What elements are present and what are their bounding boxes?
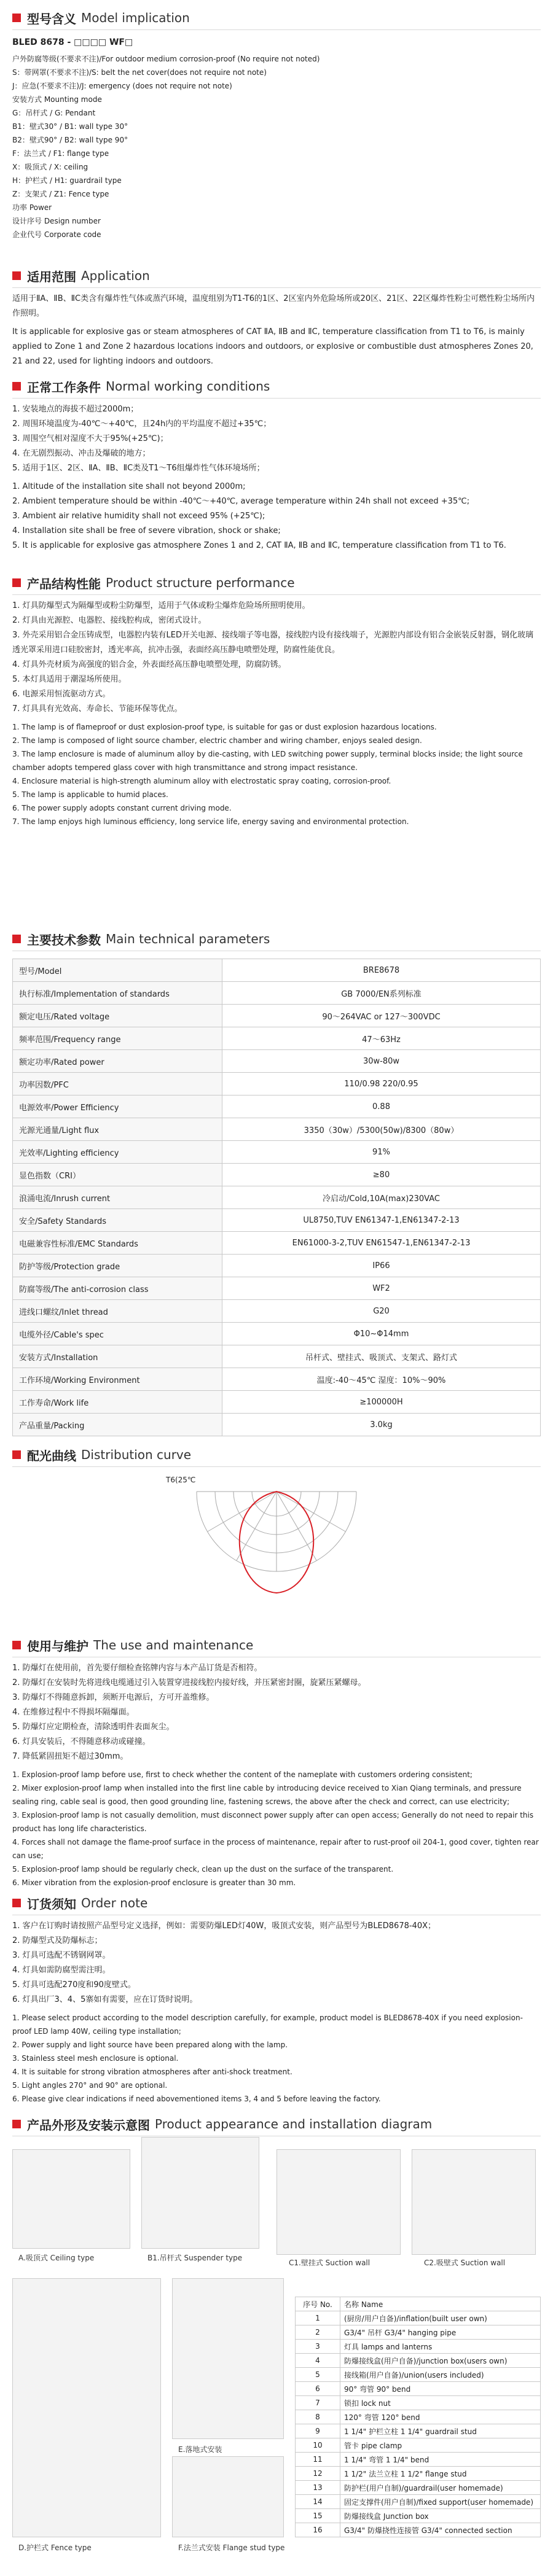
parts-table bbox=[295, 2297, 541, 2537]
part-name-cell: 灯具 lamps and lanterns bbox=[340, 2340, 541, 2354]
wall-type-diagram-2 bbox=[412, 2149, 536, 2255]
part-name-cell: 锁扣 lock nut bbox=[340, 2396, 541, 2410]
param-value-cell: WF2 bbox=[222, 1277, 541, 1300]
appearance-title-cn: 产品外形及安装示意图 bbox=[27, 2117, 150, 2133]
table-row bbox=[296, 2509, 541, 2523]
section-marker-icon bbox=[12, 271, 21, 280]
section-marker-icon bbox=[12, 382, 21, 391]
part-number-cell: 9 bbox=[296, 2424, 340, 2438]
param-name-cell: 电源效率/Power Efficiency bbox=[13, 1095, 222, 1118]
curve-header bbox=[12, 1443, 541, 1467]
part-number-cell: 12 bbox=[296, 2467, 340, 2481]
part-name-cell: 防护栏(用户自制)/guardrail(user homemade) bbox=[340, 2481, 541, 2495]
tech-table bbox=[12, 959, 541, 1436]
use-list-cn bbox=[12, 1661, 541, 1764]
list-item: 1. 安装地点的海拔不超过2000m； bbox=[12, 405, 139, 414]
list-item: 7. The lamp enjoys high luminous efficiency, long service life, energy saving and environmental protection. bbox=[12, 817, 409, 826]
part-name-cell: 管卡 pipe clamp bbox=[340, 2438, 541, 2453]
use-list-en bbox=[12, 1768, 541, 1889]
list-item: 3. 防爆灯不得随意拆卸，须断开电源后，方可开盖维修。 bbox=[12, 1693, 214, 1702]
part-number-cell: 13 bbox=[296, 2481, 340, 2495]
param-name-cell: 工作寿命/Work life bbox=[13, 1391, 222, 1414]
list-item: 1. 灯具防爆型式为隔爆型或粉尘防爆型，适用于气体或粉尘爆炸危险场所照明使用。 bbox=[12, 601, 310, 610]
table-row bbox=[13, 1073, 541, 1095]
param-value-cell: EN61000-3-2,TUV EN61547-1,EN61347-2-13 bbox=[222, 1232, 541, 1255]
list-item: 2. Ambient temperature should be within -40℃～+40℃, average temperature within 24h shall not exceed +35℃; bbox=[12, 497, 470, 506]
table-row bbox=[13, 1323, 541, 1345]
param-value-cell: 温度:-40～45℃ 湿度：10%～90% bbox=[222, 1368, 541, 1391]
polar-diagram bbox=[12, 1467, 541, 1627]
tech-section bbox=[12, 927, 541, 1436]
part-number-cell: 10 bbox=[296, 2438, 340, 2453]
part-number-cell: 3 bbox=[296, 2340, 340, 2354]
list-item: 7. 灯具具有光效高、寿命长、节能环保等优点。 bbox=[12, 704, 182, 714]
list-item: 5. 防爆灯应定期检查，清除透明件表面灰尘。 bbox=[12, 1722, 175, 1732]
list-item: 4. 灯具如需防腐型需注明。 bbox=[12, 1966, 111, 1975]
parts-header-cell: 序号 No. bbox=[296, 2297, 340, 2311]
table-row bbox=[13, 1186, 541, 1209]
param-name-cell: 显色指数（CRI） bbox=[13, 1164, 222, 1186]
list-item: 6. Mixer vibration from the explosion-proof enclosure is greater than 30 mm. bbox=[12, 1878, 296, 1887]
model-header bbox=[12, 6, 541, 30]
param-name-cell: 频率范围/Frequency range bbox=[13, 1027, 222, 1050]
table-row bbox=[13, 1005, 541, 1027]
list-item: 6. The power supply adopts constant current driving mode. bbox=[12, 804, 232, 812]
part-name-cell: G3/4" 防爆挠性连接管 G3/4" connected section bbox=[340, 2523, 541, 2537]
table-row bbox=[296, 2410, 541, 2424]
model-lines bbox=[12, 52, 541, 241]
model-line: B2：壁式90° / B2: wall type 90° bbox=[12, 136, 128, 144]
curve-section bbox=[12, 1443, 541, 1633]
table-row bbox=[13, 1277, 541, 1300]
table-row bbox=[296, 2311, 541, 2325]
use-title-en: The use and maintenance bbox=[93, 1638, 254, 1652]
param-name-cell: 执行标准/Implementation of standards bbox=[13, 982, 222, 1005]
param-name-cell: 安装方式/Installation bbox=[13, 1345, 222, 1368]
section-marker-icon bbox=[12, 14, 21, 22]
table-header-row bbox=[13, 959, 541, 982]
application-title-en: Application bbox=[81, 268, 150, 283]
part-number-cell: 8 bbox=[296, 2410, 340, 2424]
list-item: 2. The lamp is composed of light source chamber, electric chamber and wiring chamber, enjoys sealed design. bbox=[12, 736, 422, 745]
normal-title-cn: 正常工作条件 bbox=[27, 379, 101, 395]
part-name-cell: 120° 弯管 120° bend bbox=[340, 2410, 541, 2424]
appearance-section bbox=[12, 2112, 541, 2567]
list-item: 4. Installation site shall be free of severe vibration, shock or shake; bbox=[12, 526, 281, 535]
use-header bbox=[12, 1633, 541, 1657]
structure-title-en: Product structure performance bbox=[106, 575, 295, 590]
table-header-cell: 型号/Model bbox=[13, 959, 222, 982]
part-number-cell: 5 bbox=[296, 2368, 340, 2382]
part-name-cell: 90° 弯管 90° bend bbox=[340, 2382, 541, 2396]
part-name-cell: 1 1/4" 弯管 1 1/4" bend bbox=[340, 2453, 541, 2467]
param-value-cell: 30w-80w bbox=[222, 1050, 541, 1073]
model-line: 功率 Power bbox=[12, 203, 52, 212]
structure-list-cn bbox=[12, 599, 541, 717]
table-row bbox=[13, 1368, 541, 1391]
part-name-cell: 防爆接线盒 Junction box bbox=[340, 2509, 541, 2523]
application-section bbox=[12, 264, 541, 373]
part-name-cell: (厨房/用户自备)/inflation(built user own) bbox=[340, 2311, 541, 2325]
list-item: 6. 电源采用恒流驱动方式。 bbox=[12, 690, 111, 699]
param-name-cell: 电磁兼容性标准/EMC Standards bbox=[13, 1232, 222, 1255]
list-item: 2. 防爆型式及防爆标志； bbox=[12, 1936, 103, 1945]
tech-title-en: Main technical parameters bbox=[106, 932, 270, 946]
table-header-cell: BRE8678 bbox=[222, 959, 541, 982]
model-line: 户外防腐等级(不要求不注)/For outdoor medium corrosion-proof (No require not noted) bbox=[12, 55, 320, 63]
table-row bbox=[13, 1414, 541, 1436]
caption-wall-2: C2.吸壁式 Suction wall bbox=[424, 2259, 506, 2267]
table-row bbox=[13, 1232, 541, 1255]
param-value-cell: GB 7000/EN系列标准 bbox=[222, 982, 541, 1005]
normal-header bbox=[12, 375, 541, 399]
part-name-cell: 防爆接线盒(用户自备)/junction box(users own) bbox=[340, 2354, 541, 2368]
param-value-cell: 3350（30w）/5300(50w)/8300（80w） bbox=[222, 1118, 541, 1141]
table-row bbox=[13, 1209, 541, 1232]
list-item: 3. Ambient air relative humidity shall not exceed 95% (+25℃); bbox=[12, 512, 265, 521]
use-section bbox=[12, 1633, 541, 1893]
param-name-cell: 功率因数/PFC bbox=[13, 1073, 222, 1095]
part-number-cell: 11 bbox=[296, 2453, 340, 2467]
model-line: 企业代号 Corporate code bbox=[12, 230, 101, 239]
param-value-cell: 110/0.98 220/0.95 bbox=[222, 1073, 541, 1095]
order-list-cn bbox=[12, 1919, 541, 2007]
use-title-cn: 使用与维护 bbox=[27, 1638, 88, 1654]
table-row bbox=[296, 2368, 541, 2382]
param-value-cell: 吊杆式、壁挂式、吸顶式、支架式、路灯式 bbox=[222, 1345, 541, 1368]
param-value-cell: IP66 bbox=[222, 1255, 541, 1277]
caption-flange: F.法兰式安装 Flange stud type bbox=[178, 2543, 285, 2552]
list-item: 5. The lamp is applicable to humid places. bbox=[12, 790, 168, 799]
table-row bbox=[13, 1345, 541, 1368]
model-section bbox=[12, 6, 541, 241]
section-marker-icon bbox=[12, 1641, 21, 1649]
section-marker-icon bbox=[12, 1450, 21, 1459]
list-item: 5. 适用于1区、2区、ⅡA、ⅡB、ⅡC类及T1～T6组爆炸性气体环境场所； bbox=[12, 464, 265, 473]
list-item: 4. 灯具外壳材质为高强度的铝合金，外表面经高压静电喷塑处理，防腐防锈。 bbox=[12, 660, 286, 669]
param-value-cell: 0.88 bbox=[222, 1095, 541, 1118]
param-name-cell: 防护等级/Protection grade bbox=[13, 1255, 222, 1277]
structure-header bbox=[12, 571, 541, 595]
list-item: 4. 在维修过程中不得损坏隔爆面。 bbox=[12, 1708, 135, 1717]
table-row bbox=[13, 1095, 541, 1118]
list-item: 6. Please give clear indications if need abovementioned items 3, 4 and 5 before leaving the factory. bbox=[12, 2095, 381, 2103]
table-row bbox=[296, 2340, 541, 2354]
table-row bbox=[296, 2396, 541, 2410]
curve-area bbox=[12, 1467, 541, 1633]
model-line: Z：支架式 / Z1: Fence type bbox=[12, 190, 109, 198]
model-code: BLED 8678 - □□□□ WF□ bbox=[12, 37, 133, 47]
curve-title-en: Distribution curve bbox=[81, 1447, 192, 1462]
model-line: H：护栏式 / H1: guardrail type bbox=[12, 176, 122, 185]
table-row bbox=[13, 1050, 541, 1073]
section-marker-icon bbox=[12, 935, 21, 943]
appearance-header bbox=[12, 2112, 541, 2136]
normal-list-cn bbox=[12, 402, 541, 476]
param-name-cell: 安全/Safety Standards bbox=[13, 1209, 222, 1232]
order-list-en bbox=[12, 2011, 541, 2106]
list-item: 5. 灯具可选配270度和90度壁式。 bbox=[12, 1980, 136, 1990]
caption-ceiling: A.吸顶式 Ceiling type bbox=[18, 2254, 95, 2262]
list-item: 1. 防爆灯在使用前，首先要仔细检查铭牌内容与本产品订货是否相符。 bbox=[12, 1664, 262, 1673]
list-item: 6. 灯具出厂3、4、5寨如有需要，应在订货时说明。 bbox=[12, 1995, 198, 2004]
suspender-type-diagram bbox=[141, 2137, 259, 2249]
param-name-cell: 工作环境/Working Environment bbox=[13, 1368, 222, 1391]
table-row bbox=[296, 2325, 541, 2340]
list-item: 1. 客户在订购时请按照产品型号定义选择，例如：需要防爆LED灯40W，吸顶式安装，则产品型号为BLED8678-40X； bbox=[12, 1921, 436, 1931]
structure-title-cn: 产品结构性能 bbox=[27, 576, 101, 591]
section-marker-icon bbox=[12, 2120, 21, 2128]
model-line: F：法兰式 / F1: flange type bbox=[12, 149, 109, 158]
ceiling-type-diagram bbox=[12, 2149, 130, 2249]
param-name-cell: 防腐等级/The anti-corrosion class bbox=[13, 1277, 222, 1300]
application-text-cn: 适用于ⅡA、ⅡB、ⅡC类含有爆炸性气体或蒸汽环境，温度组别为T1-T6的1区、2区室内外危险场所或20区、21区、22区爆炸性粉尘可燃性粉尘场所内作照明。 bbox=[12, 294, 535, 318]
table-row bbox=[296, 2467, 541, 2481]
order-title-cn: 订货须知 bbox=[27, 1896, 76, 1912]
part-number-cell: 16 bbox=[296, 2523, 340, 2537]
table-row bbox=[13, 1300, 541, 1323]
param-value-cell: UL8750,TUV EN61347-1,EN61347-2-13 bbox=[222, 1209, 541, 1232]
table-row bbox=[13, 1141, 541, 1164]
list-item: 5. It is applicable for explosive gas atmosphere Zones 1 and 2, CAT ⅡA, ⅡB and ⅡC, temperature classification from T1 to T6. bbox=[12, 541, 506, 550]
param-name-cell: 额定电压/Rated voltage bbox=[13, 1005, 222, 1027]
param-name-cell: 进线口螺纹/Inlet thread bbox=[13, 1300, 222, 1323]
list-item: 3. 外壳采用铝合金压铸成型，电器腔内装有LED开关电源、接线端子等电器，接线腔内设有接线端子，光源腔内部设有铝合金嵌装反射器，钢化玻璃透光罩采用进口硅胶密封，透光率高，抗冲击强，表面经高压静电喷塑处理，防腐性能优良。 bbox=[12, 631, 534, 655]
table-row bbox=[13, 1164, 541, 1186]
param-name-cell: 光效率/Lighting efficiency bbox=[13, 1141, 222, 1164]
list-item: 3. 周围空气相对湿度不大于95%(+25℃)； bbox=[12, 434, 168, 443]
order-title-en: Order note bbox=[81, 1896, 148, 1910]
list-item: 4. Forces shall not damage the flame-proof surface in the process of maintenance, repair after to rust-proof oil 204-1, good cover, tighten rear can use; bbox=[12, 1838, 539, 1860]
section-marker-icon bbox=[12, 1899, 21, 1907]
list-item: 3. Stainless steel mesh enclosure is optional. bbox=[12, 2054, 179, 2063]
list-item: 5. 本灯具适用于潮湿场所使用。 bbox=[12, 675, 127, 684]
list-item: 3. Explosion-proof lamp is not casually demolition, must disconnect power supply after can open access; Generally do not need to repair this product has long life characteristics. bbox=[12, 1811, 534, 1833]
param-value-cell: ≥100000H bbox=[222, 1391, 541, 1414]
model-line: S：带网罩(不要求不注)/S: belt the net cover(does not require not note) bbox=[12, 68, 267, 77]
application-text-en: It is applicable for explosive gas or steam atmospheres of CAT ⅡA, ⅡB and ⅡC, temperature classification from T1 to T6, is mainly applied to Zone 1 and Zone 2 hazardous locations indoors and outdoors, or explosive or combustible dust atmospheres Zones 20, 21 and 22, used for lighting indoors and outdoors. bbox=[12, 327, 533, 366]
list-item: 2. 防爆灯在安装时先将进线电缆通过引入装置穿进接线腔内接好线，并压紧密封圈，旋紧压紧螺母。 bbox=[12, 1678, 366, 1687]
order-header bbox=[12, 1891, 541, 1915]
list-item: 3. The lamp enclosure is made of aluminum alloy by die-casting, with LED switching power supply, terminal blocks inside; the light source chamber adopts tempered glass cover with high transmittance and strong impact resistance. bbox=[12, 750, 523, 772]
model-line: 设计序号 Design number bbox=[12, 217, 101, 225]
param-value-cell: 90～264VAC or 127～300VDC bbox=[222, 1005, 541, 1027]
list-item: 4. Enclosure material is high-strength aluminum alloy with electrostatic spray coating, corrosion-proof. bbox=[12, 777, 391, 785]
param-name-cell: 额定功率/Rated power bbox=[13, 1050, 222, 1073]
model-title-cn: 型号含义 bbox=[27, 11, 76, 26]
table-row bbox=[13, 1255, 541, 1277]
param-name-cell: 光源光通量/Light flux bbox=[13, 1118, 222, 1141]
appearance-title-en: Product appearance and installation diagram bbox=[155, 2117, 433, 2131]
table-row bbox=[296, 2453, 541, 2467]
floor-stand-diagram bbox=[172, 2278, 284, 2439]
list-item: 6. 灯具安装后，不得随意移动或碰撞。 bbox=[12, 1737, 151, 1746]
list-item: 1. Please select product according to the model description carefully, for example, product model is BLED8678-40X if you need explosion-proof LED lamp 40W, ceiling type installation; bbox=[12, 2014, 523, 2036]
caption-wall-1: C1.壁挂式 Suction wall bbox=[289, 2259, 371, 2267]
list-item: 1. Explosion-proof lamp before use, first to check whether the content of the nameplate with customers ordering consistent; bbox=[12, 1770, 473, 1779]
normal-section bbox=[12, 375, 541, 557]
table-row bbox=[296, 2523, 541, 2537]
list-item: 1. Altitude of the installation site shall not beyond 2000m; bbox=[12, 482, 246, 491]
table-row bbox=[296, 2354, 541, 2368]
list-item: 1. The lamp is of flameproof or dust explosion-proof type, is suitable for gas or dust explosion hazardous locations. bbox=[12, 723, 437, 731]
part-name-cell: 固定支撑件(用户自制)/fixed support(user homemade) bbox=[340, 2495, 541, 2509]
table-row bbox=[296, 2382, 541, 2396]
table-row bbox=[13, 1027, 541, 1050]
tech-table-body bbox=[13, 982, 541, 1436]
caption-floor: E.落地式安装 bbox=[178, 2445, 222, 2454]
model-line: B1：壁式30° / B1: wall type 30° bbox=[12, 122, 128, 131]
flange-type-diagram bbox=[172, 2456, 284, 2537]
order-section bbox=[12, 1891, 541, 2109]
list-item: 5. Light angles 270° and 90° are optional. bbox=[12, 2081, 168, 2090]
table-row bbox=[296, 2424, 541, 2438]
param-value-cell: G20 bbox=[222, 1300, 541, 1323]
table-row bbox=[296, 2438, 541, 2453]
table-row bbox=[296, 2495, 541, 2509]
part-number-cell: 6 bbox=[296, 2382, 340, 2396]
fence-type-diagram bbox=[12, 2278, 161, 2537]
structure-section bbox=[12, 571, 541, 832]
list-item: 2. 灯具由光源腔、电器腔、接线腔构成，密闭式设计。 bbox=[12, 616, 206, 625]
model-line: X：吸顶式 / X: ceiling bbox=[12, 163, 88, 171]
model-title-en: Model implication bbox=[81, 10, 190, 25]
parts-list bbox=[295, 2297, 541, 2537]
application-title-cn: 适用范围 bbox=[27, 269, 76, 284]
list-item: 2. Mixer explosion-proof lamp when installed into the first line cable by introducing device received to Xian Qiang terminals, and pressure sealing ring, cable seal is good, then good grounding line, fastening screws, the above after the check and correct, can use electricity; bbox=[12, 1784, 522, 1806]
part-name-cell: G3/4" 吊杆 G3/4" hanging pipe bbox=[340, 2325, 541, 2340]
tech-title-cn: 主要技术参数 bbox=[27, 932, 101, 948]
table-row bbox=[296, 2481, 541, 2495]
param-name-cell: 电缆外径/Cable's spec bbox=[13, 1323, 222, 1345]
caption-fence: D.护栏式 Fence type bbox=[18, 2543, 92, 2552]
parts-header-row bbox=[296, 2297, 541, 2311]
part-number-cell: 2 bbox=[296, 2325, 340, 2340]
table-row bbox=[13, 1118, 541, 1141]
part-number-cell: 14 bbox=[296, 2495, 340, 2509]
section-marker-icon bbox=[12, 578, 21, 587]
curve-title-cn: 配光曲线 bbox=[27, 1448, 76, 1463]
parts-table-body bbox=[296, 2311, 541, 2537]
part-number-cell: 7 bbox=[296, 2396, 340, 2410]
param-name-cell: 浪涌电流/Inrush current bbox=[13, 1186, 222, 1209]
caption-suspender: B1.吊杆式 Suspender type bbox=[147, 2254, 243, 2262]
normal-list-en bbox=[12, 480, 541, 553]
part-number-cell: 15 bbox=[296, 2509, 340, 2523]
list-item: 4. 在无剧烈振动、冲击及爆破的地方； bbox=[12, 449, 151, 458]
part-name-cell: 1 1/4" 护栏立柱 1 1/4" guardrail stud bbox=[340, 2424, 541, 2438]
param-value-cell: 91% bbox=[222, 1141, 541, 1164]
structure-list-en bbox=[12, 720, 541, 828]
part-name-cell: 1 1/2" 法兰立柱 1 1/2" flange stud bbox=[340, 2467, 541, 2481]
curve-label: T6(25℃ bbox=[166, 1476, 196, 1484]
param-value-cell: 47～63Hz bbox=[222, 1027, 541, 1050]
table-row bbox=[13, 982, 541, 1005]
list-item: 2. Power supply and light source have been prepared along with the lamp. bbox=[12, 2041, 288, 2049]
part-number-cell: 1 bbox=[296, 2311, 340, 2325]
list-item: 2. 周围环境温度为-40℃～+40℃，且24h内的平均温度不超过+35℃； bbox=[12, 419, 272, 429]
tech-header bbox=[12, 927, 541, 951]
model-line: J：应急(不要求不注)/J: emergency (does not require not note) bbox=[12, 82, 232, 90]
application-header bbox=[12, 264, 541, 288]
parts-header-cell: 名称 Name bbox=[340, 2297, 541, 2311]
param-value-cell: 3.0kg bbox=[222, 1414, 541, 1436]
param-value-cell: ≥80 bbox=[222, 1164, 541, 1186]
list-item: 4. It is suitable for strong vibration atmospheres after anti-shock treatment. bbox=[12, 2068, 292, 2076]
part-number-cell: 4 bbox=[296, 2354, 340, 2368]
model-line: G：吊杆式 / G: Pendant bbox=[12, 109, 96, 117]
model-line: 安装方式 Mounting mode bbox=[12, 95, 102, 104]
param-value-cell: Φ10~Φ14mm bbox=[222, 1323, 541, 1345]
part-name-cell: 接线箱(用户自备)/union(users included) bbox=[340, 2368, 541, 2382]
list-item: 5. Explosion-proof lamp should be regularly check, clean up the dust on the surface of the transparent. bbox=[12, 1865, 394, 1874]
list-item: 7. 降低紧固扭矩不超过30mm。 bbox=[12, 1752, 128, 1761]
param-value-cell: 冷启动/Cold,10A(max)230VAC bbox=[222, 1186, 541, 1209]
param-name-cell: 产品重量/Packing bbox=[13, 1414, 222, 1436]
table-row bbox=[13, 1391, 541, 1414]
wall-type-diagram-1 bbox=[276, 2149, 401, 2255]
normal-title-en: Normal working conditions bbox=[106, 379, 270, 394]
list-item: 3. 灯具可选配不锈钢网罩。 bbox=[12, 1951, 111, 1960]
